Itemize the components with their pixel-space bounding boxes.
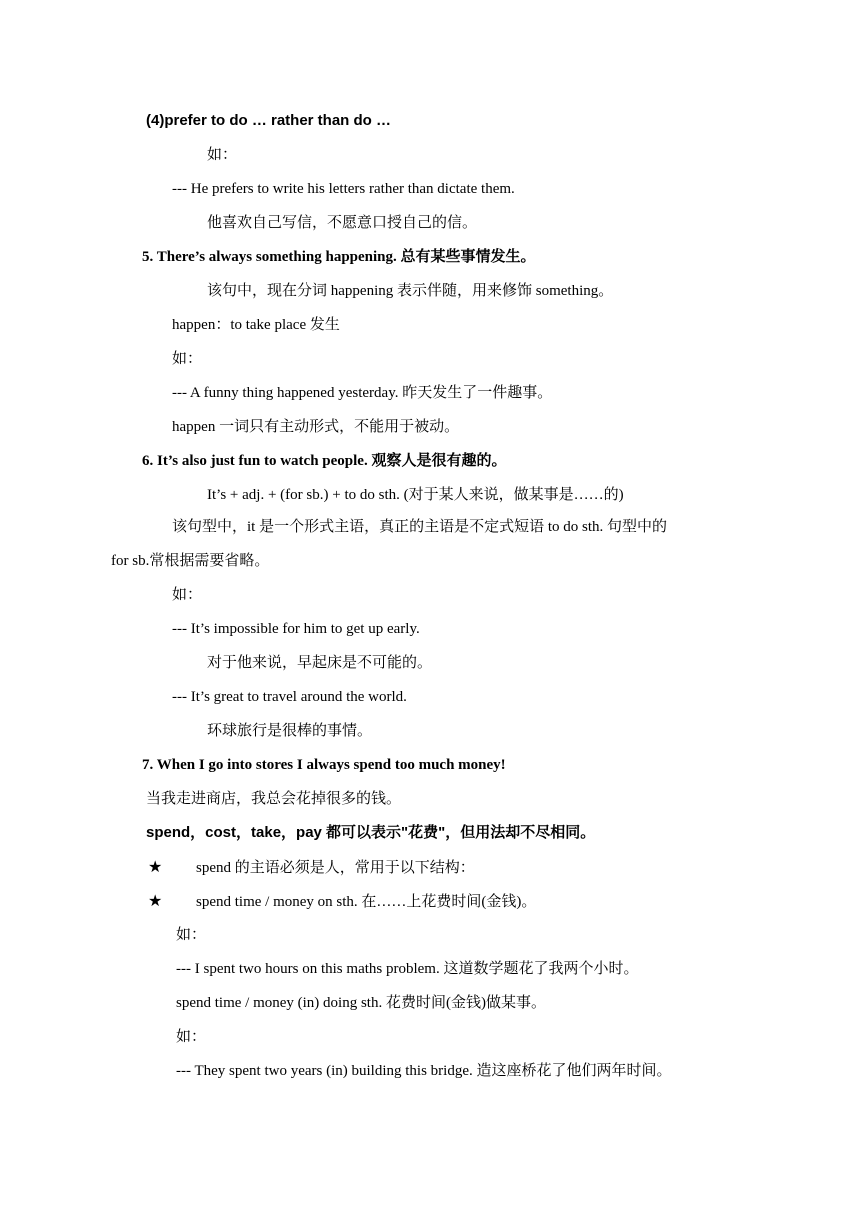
note-text: happen 一词只有主动形式，不能用于被动。 — [172, 419, 460, 435]
explanation-text: 该句中，现在分词 happening 表示伴随，用来修饰 something。 — [207, 283, 614, 299]
bullet-item — [148, 891, 536, 912]
example-sentence: --- He prefers to write his letters rather than dictate them. — [172, 181, 515, 197]
example-label: 如： — [207, 147, 238, 163]
example-label: 如： — [172, 351, 203, 367]
bullet-text: spend 的主语必须是人，常用于以下结构： — [196, 860, 475, 876]
bullet-text: spend time / money on sth. 在……上花费时间(金钱)。 — [196, 894, 537, 910]
heading-6: 6. It’s also just fun to watch people. 观察人是很有趣的。 — [142, 453, 507, 469]
translation-text: 当我走进商店，我总会花掉很多的钱。 — [146, 791, 402, 807]
definition-text: happen：to take place 发生 — [172, 317, 340, 333]
example-sentence: --- A funny thing happened yesterday. 昨天发生了一件趣事。 — [172, 385, 553, 401]
heading-5: 5. There’s always something happening. 总有某些事情发生。 — [142, 249, 536, 265]
star-icon: ★ — [148, 891, 163, 910]
pattern-text: spend time / money (in) doing sth. 花费时间(金钱)做某事。 — [176, 995, 546, 1011]
heading-7: 7. When I go into stores I always spend too much money! — [142, 757, 506, 773]
example-sentence: --- I spent two hours on this maths problem. 这道数学题花了我两个小时。 — [176, 961, 639, 977]
heading-prefer: (4)prefer to do … rather than do … — [146, 112, 392, 129]
explanation-text-cont: for sb.常根据需要省略。 — [111, 553, 270, 569]
star-icon: ★ — [148, 857, 163, 876]
example-label: 如： — [176, 1029, 207, 1045]
example-sentence: --- They spent two years (in) building this bridge. 造这座桥花了他们两年时间。 — [176, 1063, 672, 1079]
example-translation: 环球旅行是很棒的事情。 — [207, 723, 373, 739]
pattern-text: It’s + adj. + (for sb.) + to do sth. (对于某人来说，做某事是……的) — [207, 487, 624, 503]
explanation-text: 该句型中，it 是一个形式主语，真正的主语是不定式短语 to do sth. 句型中的 — [172, 519, 668, 535]
example-translation: 他喜欢自己写信，不愿意口授自己的信。 — [207, 215, 478, 231]
subheading-spend-cost: spend，cost，take，pay 都可以表示"花费"，但用法却不尽相同。 — [146, 824, 596, 841]
example-translation: 对于他来说，早起床是不可能的。 — [207, 655, 433, 671]
example-label: 如： — [176, 927, 207, 943]
bullet-item — [148, 857, 475, 878]
example-sentence: --- It’s great to travel around the world. — [172, 689, 407, 705]
example-label: 如： — [172, 587, 203, 603]
example-sentence: --- It’s impossible for him to get up early. — [172, 621, 420, 637]
